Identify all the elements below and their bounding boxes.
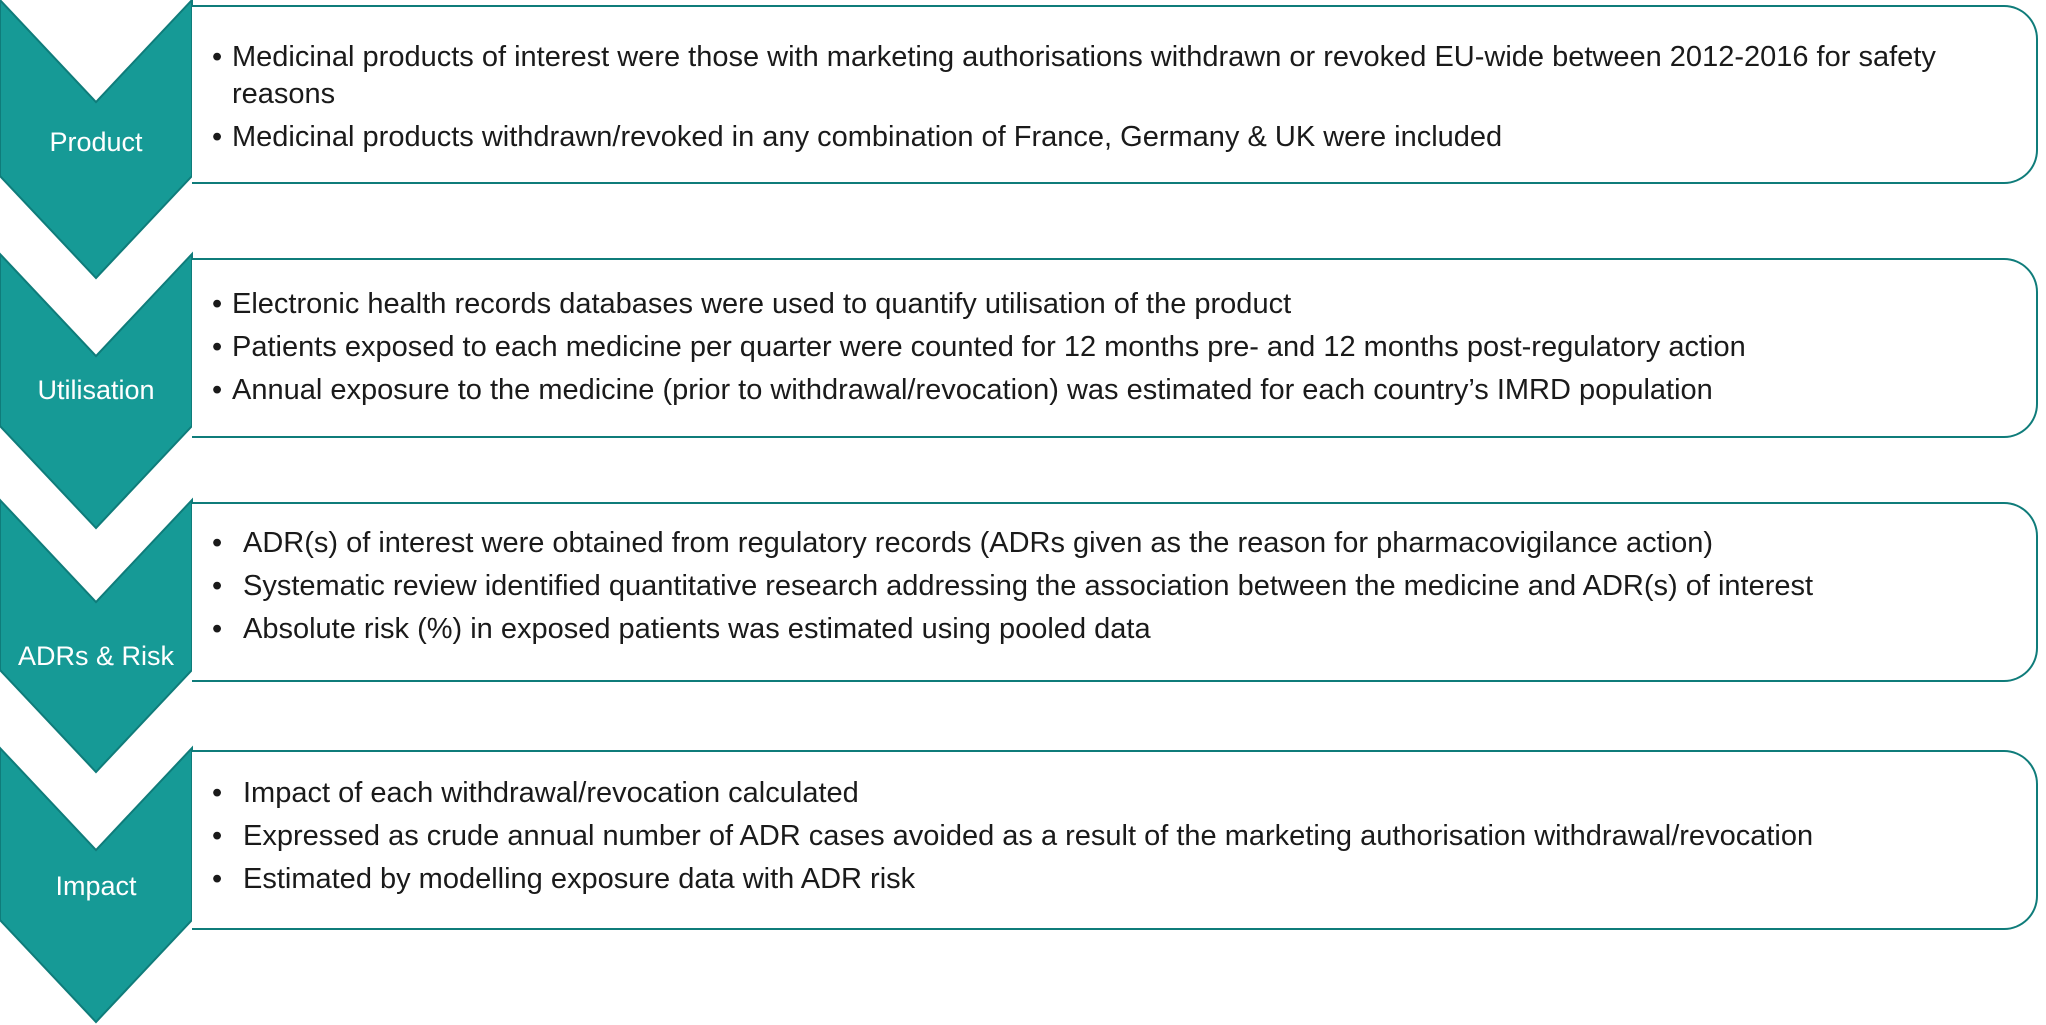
bullet-list-adrs-risk	[212, 525, 2012, 654]
bullet-item: • Medicinal products withdrawn/revoked in any combination of France, Germany & UK were included	[212, 119, 2012, 156]
step-label-adrs-risk: ADRs & Risk	[17, 641, 174, 671]
bullet-item: • Medicinal products of interest were those with marketing authorisations withdrawn or revoked EU-wide between 2012-2016 for safety reasons	[212, 39, 2012, 113]
step-box-product	[192, 5, 2038, 184]
bullet-list-impact	[212, 775, 2012, 904]
bullet-list-utilisation	[212, 286, 2012, 415]
bullet-item: • Systematic review identified quantitative research addressing the association between the medicine and ADR(s) of interest	[212, 568, 2012, 605]
bullet-item: • Absolute risk (%) in exposed patients was estimated using pooled data	[212, 611, 2012, 648]
step-box-impact	[192, 750, 2038, 930]
bullet-item: • ADR(s) of interest were obtained from regulatory records (ADRs given as the reason for pharmacovigilance action)	[212, 525, 2012, 562]
bullet-item: • Patients exposed to each medicine per quarter were counted for 12 months pre- and 12 months post-regulatory action	[212, 329, 2012, 366]
step-label-utilisation: Utilisation	[37, 375, 155, 405]
step-box-utilisation	[192, 258, 2038, 438]
bullet-item: • Estimated by modelling exposure data with ADR risk	[212, 861, 2012, 898]
step-label-impact: Impact	[55, 871, 137, 901]
bullet-item: • Electronic health records databases were used to quantify utilisation of the product	[212, 286, 2012, 323]
step-label-product: Product	[49, 127, 143, 157]
bullet-list-product	[212, 39, 2012, 162]
bullet-item: • Expressed as crude annual number of ADR cases avoided as a result of the marketing authorisation withdrawal/revocation	[212, 818, 2012, 855]
bullet-item: • Impact of each withdrawal/revocation calculated	[212, 775, 2012, 812]
chevron-adrs-risk	[0, 500, 192, 772]
bullet-item: • Annual exposure to the medicine (prior to withdrawal/revocation) was estimated for each country’s IMRD population	[212, 372, 2012, 409]
step-box-adrs-risk	[192, 502, 2038, 682]
